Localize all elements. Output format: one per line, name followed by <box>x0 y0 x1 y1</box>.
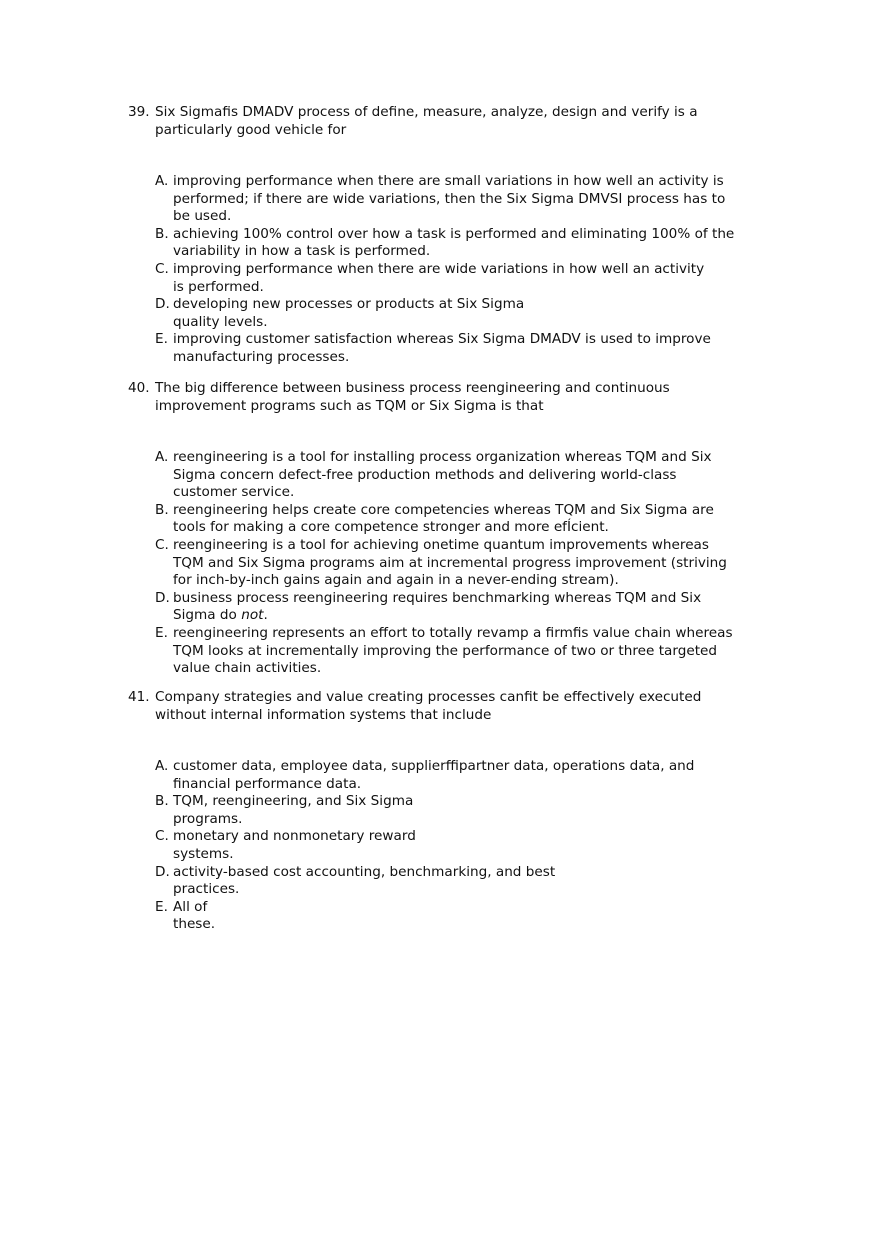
answer-option-c <box>155 537 733 590</box>
option-text <box>173 331 734 366</box>
answer-options <box>155 758 694 934</box>
option-line: TQM looks at incrementally improving the performance of two or three targeted <box>173 642 718 659</box>
answer-option-d <box>155 296 734 331</box>
option-letter: D. <box>155 296 170 313</box>
option-line: these. <box>173 916 216 933</box>
answer-option-b <box>155 502 733 537</box>
stem-line: The big difference between business process reengineering and continuous <box>155 380 670 396</box>
answer-option-d <box>155 864 694 899</box>
option-text <box>173 261 734 296</box>
option-line: reengineering helps create core competencies whereas TQM and Six Sigma are <box>173 501 714 518</box>
option-line: manufacturing processes. <box>173 348 350 365</box>
option-line: activity-based cost accounting, benchmarking, and best <box>173 863 556 880</box>
question-number: 39. <box>128 104 150 120</box>
answer-options <box>155 173 734 367</box>
option-line: is performed. <box>173 278 264 295</box>
question-number: 40. <box>128 380 150 396</box>
option-line: reengineering represents an effort to totally revamp a firmfis value chain whereas <box>173 624 733 641</box>
option-line: financial performance data. <box>173 775 362 792</box>
option-letter: B. <box>155 793 169 810</box>
answer-option-e <box>155 899 694 934</box>
option-line <box>173 607 733 625</box>
option-line: monetary and nonmonetary reward <box>173 828 416 845</box>
option-text <box>173 625 733 678</box>
option-line: developing new processes or products at Six Sigma <box>173 296 525 313</box>
option-text <box>173 226 734 261</box>
option-letter: E. <box>155 624 168 641</box>
option-text <box>173 537 733 590</box>
option-letter: A. <box>155 449 169 465</box>
option-line: improving performance when there are wide variations in how well an activity <box>173 260 705 277</box>
option-line: value chain activities. <box>173 660 322 677</box>
option-letter: C. <box>155 536 169 553</box>
stem-line: improvement programs such as TQM or Six Sigma is that <box>155 397 544 414</box>
option-letter: D. <box>155 589 170 606</box>
question-stem <box>155 689 701 724</box>
option-text <box>173 864 694 899</box>
answer-options <box>155 449 733 678</box>
option-line: quality levels. <box>173 313 268 330</box>
option-letter: B. <box>155 225 169 242</box>
option-text <box>173 502 733 537</box>
text-segment: . <box>263 607 268 624</box>
answer-option-c <box>155 261 734 296</box>
option-line: reengineering is a tool for installing process organization whereas TQM and Six <box>173 449 712 465</box>
option-line: achieving 100% control over how a task is performed and eliminating 100% of the <box>173 225 735 242</box>
answer-option-a <box>155 758 694 793</box>
option-line: customer service. <box>173 484 295 501</box>
option-letter: B. <box>155 501 169 518</box>
option-line: improving customer satisfaction whereas Six Sigma DMADV is used to improve <box>173 331 711 348</box>
option-text <box>173 449 733 502</box>
option-line: reengineering is a tool for achieving onetime quantum improvements whereas <box>173 536 709 553</box>
option-line: practices. <box>173 881 240 898</box>
option-line: business process reengineering requires benchmarking whereas TQM and Six <box>173 589 702 606</box>
answer-option-a <box>155 449 733 502</box>
option-letter: E. <box>155 331 168 348</box>
option-line: TQM and Six Sigma programs aim at incremental progress improvement (striving <box>173 554 727 571</box>
stem-line: Company strategies and value creating processes canfit be effectively executed <box>155 689 702 705</box>
option-line: Sigma concern defect-free production methods and delivering world-class <box>173 466 677 483</box>
stem-line: without internal information systems that include <box>155 706 492 723</box>
stem-line: Six Sigmafis DMADV process of define, measure, analyze, design and verify is a <box>155 104 698 120</box>
option-letter: A. <box>155 758 169 774</box>
option-text <box>173 590 733 625</box>
option-line: variability in how a task is performed. <box>173 243 431 260</box>
answer-option-e <box>155 331 734 366</box>
option-line: improving performance when there are small variations in how well an activity is <box>173 173 724 189</box>
answer-option-c <box>155 828 694 863</box>
option-line: be used. <box>173 208 232 225</box>
answer-option-b <box>155 793 694 828</box>
question-number: 41. <box>128 689 150 705</box>
option-line: tools for making a core competence stronger and more efÍcient. <box>173 519 609 536</box>
answer-option-a <box>155 173 734 226</box>
option-line: customer data, employee data, supplierffipartner data, operations data, and <box>173 758 695 774</box>
option-text <box>173 296 734 331</box>
italic-segment: not <box>241 607 264 624</box>
question-stem <box>155 104 698 139</box>
option-text <box>173 173 734 226</box>
option-line: All of <box>173 898 208 915</box>
answer-option-b <box>155 226 734 261</box>
option-text <box>173 899 694 934</box>
option-letter: C. <box>155 260 169 277</box>
option-text <box>173 758 694 793</box>
option-letter: D. <box>155 863 170 880</box>
option-line: programs. <box>173 810 243 827</box>
option-letter: C. <box>155 828 169 845</box>
option-text <box>173 828 694 863</box>
question-stem <box>155 380 670 415</box>
stem-line: particularly good vehicle for <box>155 121 347 138</box>
option-line: TQM, reengineering, and Six Sigma <box>173 793 414 810</box>
answer-option-e <box>155 625 733 678</box>
option-letter: E. <box>155 898 168 915</box>
option-line: systems. <box>173 845 234 862</box>
option-text <box>173 793 694 828</box>
option-letter: A. <box>155 173 169 189</box>
option-line: for inch-by-inch gains again and again in a never-ending stream). <box>173 572 619 589</box>
text-segment: Sigma do <box>173 607 242 624</box>
option-line: performed; if there are wide variations, then the Six Sigma DMVSI process has to <box>173 190 726 207</box>
answer-option-d <box>155 590 733 625</box>
